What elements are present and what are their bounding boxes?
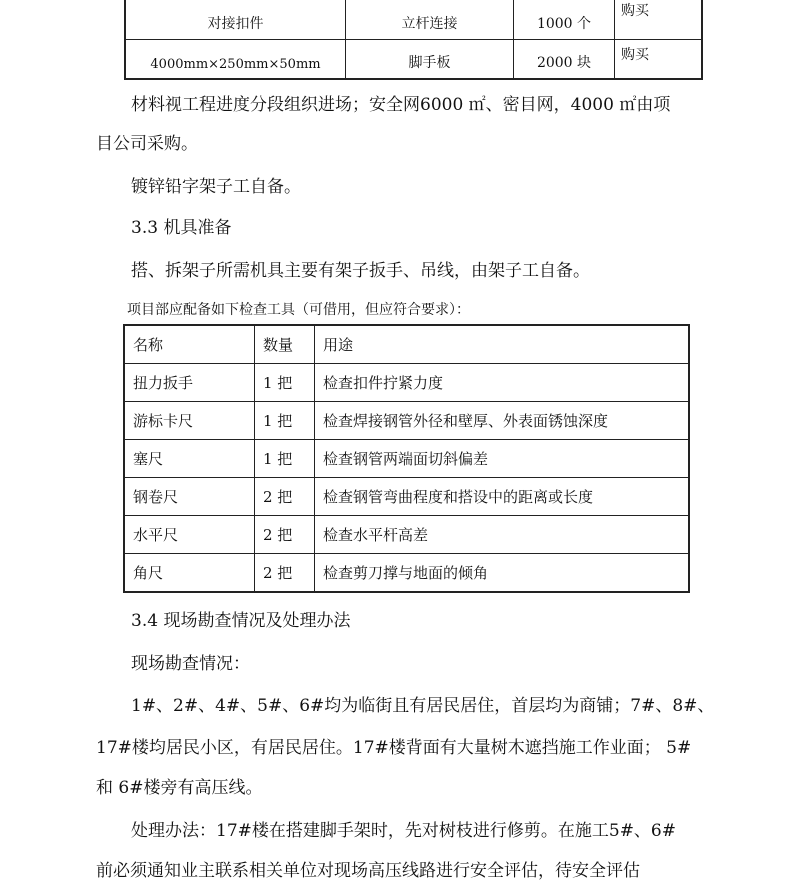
- paragraph-line: 和 6#楼旁有高压线。: [96, 778, 263, 798]
- tool-qty: 1 把: [255, 440, 315, 478]
- table-row: [124, 554, 689, 593]
- paragraph-line: 处理办法：17#楼在搭建脚手架时，先对树枝进行修剪。在施工5#、6#: [131, 821, 676, 841]
- spec-cell: 对接扣件: [125, 0, 346, 39]
- section-heading: 3.4 现场勘查情况及处理办法: [131, 611, 351, 631]
- tool-qty: 2 把: [255, 554, 315, 593]
- tool-name: 水平尺: [124, 516, 255, 554]
- paragraph: 搭、拆架子所需机具主要有架子扳手、吊线，由架子工自备。: [131, 261, 590, 281]
- tool-qty: 1 把: [255, 402, 315, 440]
- tool-name: 钢卷尺: [124, 478, 255, 516]
- paragraph-line: 前必须通知业主联系相关单位对现场高压线路进行安全评估，待安全评估: [96, 861, 640, 881]
- table-caption: 项目部应配备如下检查工具（可借用，但应符合要求）：: [127, 302, 470, 318]
- tool-name: 扭力扳手: [124, 364, 255, 402]
- table-row: [124, 440, 689, 478]
- paragraph: 现场勘查情况：: [131, 654, 250, 674]
- qty-cell: 1000 个: [514, 0, 615, 39]
- spec-cell: 4000mm×250mm×50mm: [125, 39, 346, 79]
- tools-table: [123, 324, 690, 593]
- paragraph-line: 1#、2#、4#、5#、6#均为临街且有居民居住，首层均为商铺；7#、8#、: [131, 696, 715, 716]
- tool-use: 检查剪刀撑与地面的倾角: [315, 554, 690, 593]
- tool-name: 角尺: [124, 554, 255, 593]
- table-row: [125, 0, 702, 39]
- header-name: 名称: [124, 325, 255, 364]
- paragraph-line: 17#楼均居民小区，有居民居住。17#楼背面有大量树木遮挡施工作业面； 5#: [96, 738, 692, 758]
- tool-use: 检查钢管弯曲程度和搭设中的距离或长度: [315, 478, 690, 516]
- table-row: [125, 39, 702, 79]
- note-cell: 购买: [615, 0, 703, 39]
- paragraph: 镀锌铅字架子工自备。: [131, 177, 301, 197]
- tool-use: 检查焊接钢管外径和壁厚、外表面锈蚀深度: [315, 402, 690, 440]
- materials-table: [124, 0, 703, 80]
- tool-name: 游标卡尺: [124, 402, 255, 440]
- use-cell: 脚手板: [346, 39, 514, 79]
- note-cell: 购买: [615, 39, 703, 79]
- table-row: [124, 516, 689, 554]
- tool-use: 检查钢管两端面切斜偏差: [315, 440, 690, 478]
- use-cell: 立杆连接: [346, 0, 514, 39]
- qty-cell: 2000 块: [514, 39, 615, 79]
- tool-qty: 2 把: [255, 478, 315, 516]
- table-row: [124, 478, 689, 516]
- tool-name: 塞尺: [124, 440, 255, 478]
- tool-use: 检查水平杆高差: [315, 516, 690, 554]
- header-qty: 数量: [255, 325, 315, 364]
- table-row: [124, 402, 689, 440]
- paragraph-line: 目公司采购。: [96, 134, 198, 154]
- table-row: [124, 364, 689, 402]
- header-use: 用途: [315, 325, 690, 364]
- tool-use: 检查扣件拧紧力度: [315, 364, 690, 402]
- tool-qty: 2 把: [255, 516, 315, 554]
- section-heading: 3.3 机具准备: [131, 218, 232, 238]
- tool-qty: 1 把: [255, 364, 315, 402]
- table-header-row: [124, 325, 689, 364]
- paragraph-line: 材料视工程进度分段组织进场；安全网6000 ㎡、密目网，4000 ㎡由项: [131, 95, 671, 115]
